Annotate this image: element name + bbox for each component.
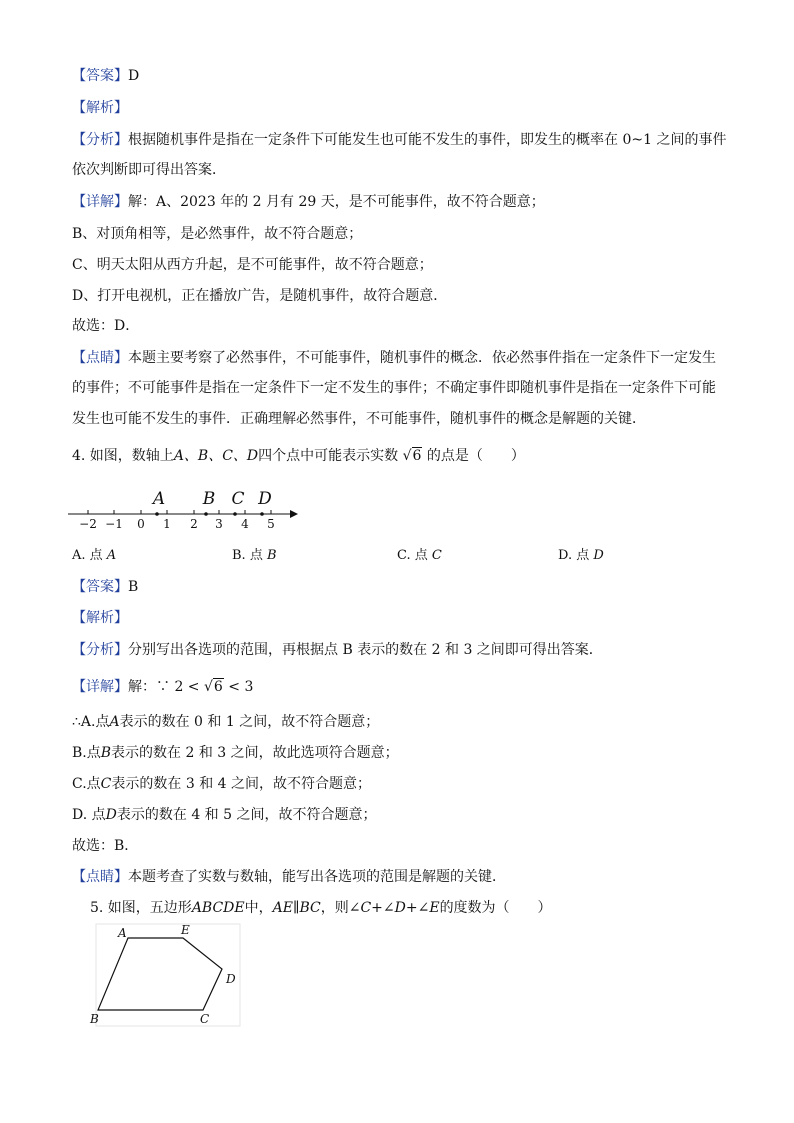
fenxi-text: 根据随机事件是指在一定条件下可能发生也可能不发生的事件，即发生的概率在 0~1 之间的事件: [128, 132, 727, 148]
dianjing-text: 本题考查了实数与数轴，能写出各选项的范围是解题的关键．: [128, 869, 506, 885]
tick-label: 1: [163, 517, 171, 531]
number-line-figure: [66, 482, 301, 532]
line-post: 表示的数在 2 和 3 之间，故此选项符合题意；: [111, 745, 399, 761]
q3-fenxi-line1: [72, 130, 726, 150]
option-letter: C: [431, 548, 442, 563]
q4-choose: 故选：B．: [72, 838, 139, 854]
q5-stem-angle-c: C: [360, 900, 372, 916]
point-c-dot: [233, 512, 237, 516]
fenxi-text: 分别写出各选项的范围，再根据点 B 表示的数在 2 和 3 之间即可得出答案．: [128, 642, 603, 658]
q4-stem: [72, 446, 525, 466]
vertex-label: E: [181, 923, 190, 937]
q5-stem-post: 的度数为（ ）: [439, 900, 552, 916]
tick-label: −2: [79, 517, 97, 531]
tick-label: 0: [137, 517, 145, 531]
sqrt-radicand: 6: [213, 679, 223, 695]
line-pre: C.点: [72, 776, 101, 792]
line-post: 表示的数在 3 和 4 之间，故不符合题意；: [111, 776, 372, 792]
q5-stem-angle-d: D: [394, 900, 406, 916]
axis-arrow-icon: [290, 510, 298, 518]
tick-label: −1: [105, 517, 123, 531]
q4-line-c: [72, 774, 371, 794]
option-letter: B: [266, 548, 277, 563]
inequality-left: 2 <: [174, 679, 200, 695]
q3-dianjing-line3: 发生也可能不发生的事件．正确理解必然事件，不可能事件，随机事件的概念是解题的关键．: [72, 411, 646, 427]
option-d: [558, 546, 604, 566]
q3-xiangjie-c: C、明天太阳从西方升起，是不可能事件，故不符合题意；: [72, 257, 433, 273]
q5-stem: [90, 898, 552, 918]
q3-analysis-heading: [72, 98, 128, 118]
q5-stem-mid2: ，则∠: [320, 900, 361, 916]
xiangjie-tag: 【详解】: [72, 679, 128, 695]
option-b: [232, 546, 277, 566]
fenxi-tag: 【分析】: [72, 642, 128, 658]
point-label: D: [258, 489, 272, 509]
option-c: [397, 546, 442, 566]
tick-label: 2: [190, 517, 198, 531]
q5-stem-plus1: +∠: [371, 900, 395, 916]
option-prefix: B. 点: [232, 548, 263, 563]
answer-tag: 【答案】: [72, 68, 128, 84]
xiangjie-pre: 解：∵: [128, 679, 170, 695]
option-a: [72, 546, 116, 566]
point-a-dot: [155, 512, 159, 516]
line-pre: ∴A.点: [72, 714, 110, 730]
vertex-label: C: [200, 1012, 210, 1026]
q3-dianjing-line2: 的事件；不可能事件是指在一定条件下一定不发生的事件；不确定事件即随机事件是指在一定条件下可能: [72, 380, 716, 396]
point-label: B: [202, 489, 216, 509]
q4-line-b: [72, 743, 399, 763]
q4-answer-line: [72, 577, 138, 597]
line-letter: D: [105, 807, 117, 823]
q5-stem-pre: 5. 如图，五边形: [90, 900, 192, 916]
dianjing-text: 本题主要考察了必然事件，不可能事件，随机事件的概念．依必然事件指在一定条件下一定发生: [128, 350, 716, 366]
q4-stem-post: 的点是（ ）: [426, 448, 525, 464]
sqrt-radicand: 6: [412, 448, 422, 464]
line-post: 表示的数在 0 和 1 之间，故不符合题意；: [119, 714, 380, 730]
line-letter: C: [100, 776, 112, 792]
q3-answer-line: [72, 66, 139, 86]
option-letter: D: [593, 548, 604, 563]
sqrt-expression: √6: [402, 448, 422, 464]
answer-tag: 【答案】: [72, 579, 128, 595]
point-b-dot: [204, 512, 208, 516]
q3-dianjing-line1: [72, 348, 716, 368]
q3-xiangjie-b: B、对顶角相等，是必然事件，故不符合题意；: [72, 226, 363, 242]
pentagon-figure: [86, 922, 246, 1030]
axis-ticks: [88, 510, 271, 514]
q4-stem-mid: 四个点中可能表示实数: [258, 448, 399, 464]
answer-value: D: [128, 68, 140, 84]
xiangjie-tag: 【详解】: [72, 194, 128, 210]
q5-stem-mid1: 中，: [244, 900, 273, 916]
q4-xiangjie-line: [72, 677, 253, 697]
q4-analysis-heading: [72, 608, 128, 628]
line-post: 表示的数在 4 和 5 之间，故不符合题意；: [116, 807, 377, 823]
answer-value: B: [128, 579, 139, 595]
q3-xiangjie-d: D、打开电视机，正在播放广告，是随机事件，故符合题意．: [72, 288, 448, 304]
q4-fenxi-line: [72, 640, 603, 660]
pentagon-shape: [98, 938, 222, 1010]
fenxi-tag: 【分析】: [72, 132, 128, 148]
analysis-tag: 【解析】: [72, 100, 128, 116]
q3-fenxi-line2: 依次判断即可得出答案．: [72, 162, 226, 178]
analysis-tag: 【解析】: [72, 610, 128, 626]
point-label: C: [231, 489, 245, 509]
option-prefix: A. 点: [72, 548, 103, 563]
sqrt-expression: √6: [204, 679, 223, 695]
q3-xiangjie-a: [72, 192, 545, 212]
option-prefix: D. 点: [558, 548, 590, 563]
dianjing-tag: 【点睛】: [72, 350, 128, 366]
tick-label: 4: [241, 517, 249, 531]
option-prefix: C. 点: [397, 548, 428, 563]
vertex-label: A: [118, 926, 127, 940]
inequality-right: < 3: [228, 679, 254, 695]
point-d-dot: [260, 512, 264, 516]
q4-line-a: [72, 712, 379, 732]
tick-label: 3: [215, 517, 223, 531]
line-letter: A: [109, 714, 120, 730]
xiangjie-text: 解：A、2023 年的 2 月有 29 天，是不可能事件，故不符合题意；: [128, 194, 545, 210]
vertex-label: D: [226, 972, 236, 986]
q4-stem-pre: 4. 如图，数轴上: [72, 448, 174, 464]
vertex-label: B: [90, 1012, 99, 1026]
line-pre: B.点: [72, 745, 101, 761]
q3-choose: 故选：D．: [72, 318, 140, 334]
q5-stem-plus2: +∠: [405, 900, 430, 916]
option-letter: A: [106, 548, 117, 563]
q5-stem-shape: ABCDE: [191, 900, 245, 916]
point-label: A: [152, 489, 166, 509]
line-letter: B: [100, 745, 112, 761]
q5-stem-parallel: AE∥BC: [272, 900, 321, 916]
q4-dianjing-line: [72, 867, 506, 887]
line-pre: D. 点: [72, 807, 106, 823]
tick-label: 5: [267, 517, 275, 531]
q5-stem-angle-e: E: [429, 900, 440, 916]
q4-stem-points: A、B、C、D: [173, 448, 259, 464]
dianjing-tag: 【点睛】: [72, 869, 128, 885]
q4-line-d: [72, 805, 377, 825]
